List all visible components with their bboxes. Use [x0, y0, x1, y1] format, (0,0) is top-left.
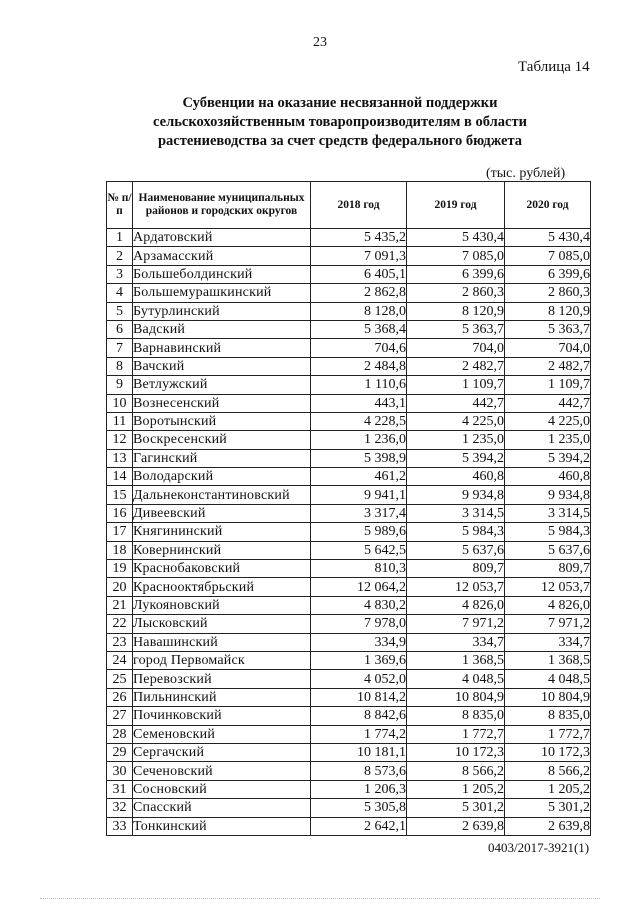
- district-name: Вознесенский: [133, 394, 311, 412]
- value-2019: 5 301,2: [407, 799, 505, 817]
- row-number: 33: [107, 817, 133, 835]
- value-2018: 5 305,8: [311, 799, 407, 817]
- value-2018: 8 573,6: [311, 762, 407, 780]
- value-2020: 2 860,3: [505, 284, 591, 302]
- row-number: 13: [107, 449, 133, 467]
- row-number: 32: [107, 799, 133, 817]
- value-2020: 5 637,6: [505, 541, 591, 559]
- district-name: Варнавинский: [133, 339, 311, 357]
- value-2019: 334,7: [407, 633, 505, 651]
- value-2018: 5 398,9: [311, 449, 407, 467]
- district-name: Починковский: [133, 707, 311, 725]
- district-name: Володарский: [133, 468, 311, 486]
- district-name: Вачский: [133, 357, 311, 375]
- row-number: 7: [107, 339, 133, 357]
- value-2018: 6 405,1: [311, 265, 407, 283]
- value-2018: 10 181,1: [311, 743, 407, 761]
- header-2020: 2020 год: [505, 182, 591, 229]
- value-2019: 7 085,0: [407, 247, 505, 265]
- table-row: [107, 504, 591, 522]
- value-2019: 4 225,0: [407, 412, 505, 430]
- row-number: 23: [107, 633, 133, 651]
- table-row: [107, 578, 591, 596]
- value-2018: 5 642,5: [311, 541, 407, 559]
- district-name: Семеновский: [133, 725, 311, 743]
- header-2018: 2018 год: [311, 182, 407, 229]
- district-name: Ардатовский: [133, 229, 311, 247]
- value-2020: 9 934,8: [505, 486, 591, 504]
- value-2020: 7 971,2: [505, 615, 591, 633]
- value-2020: 12 053,7: [505, 578, 591, 596]
- table-row: [107, 743, 591, 761]
- value-2020: 10 172,3: [505, 743, 591, 761]
- row-number: 11: [107, 412, 133, 430]
- value-2018: 810,3: [311, 560, 407, 578]
- table-row: [107, 302, 591, 320]
- district-name: Бутурлинский: [133, 302, 311, 320]
- value-2018: 4 228,5: [311, 412, 407, 430]
- row-number: 16: [107, 504, 133, 522]
- table-row: [107, 596, 591, 614]
- value-2019: 1 772,7: [407, 725, 505, 743]
- value-2020: 460,8: [505, 468, 591, 486]
- value-2020: 8 566,2: [505, 762, 591, 780]
- value-2019: 5 363,7: [407, 320, 505, 338]
- row-number: 5: [107, 302, 133, 320]
- value-2019: 4 826,0: [407, 596, 505, 614]
- value-2020: 704,0: [505, 339, 591, 357]
- table-row: [107, 431, 591, 449]
- value-2018: 704,6: [311, 339, 407, 357]
- value-2018: 5 989,6: [311, 523, 407, 541]
- district-name: Сергачский: [133, 743, 311, 761]
- value-2020: 7 085,0: [505, 247, 591, 265]
- row-number: 9: [107, 376, 133, 394]
- row-number: 30: [107, 762, 133, 780]
- row-number: 1: [107, 229, 133, 247]
- table-row: [107, 320, 591, 338]
- value-2020: 1 235,0: [505, 431, 591, 449]
- value-2019: 8 835,0: [407, 707, 505, 725]
- district-name: Арзамасский: [133, 247, 311, 265]
- value-2018: 5 435,2: [311, 229, 407, 247]
- value-2020: 442,7: [505, 394, 591, 412]
- title-line: Субвенции на оказание несвязанной поддержки: [182, 95, 498, 111]
- row-number: 25: [107, 670, 133, 688]
- table-label: Таблица 14: [518, 59, 590, 75]
- value-2019: 5 984,3: [407, 523, 505, 541]
- value-2020: 2 482,7: [505, 357, 591, 375]
- row-number: 22: [107, 615, 133, 633]
- table-row: [107, 229, 591, 247]
- district-name: Дальнеконстантиновский: [133, 486, 311, 504]
- value-2020: 1 205,2: [505, 780, 591, 798]
- value-2020: 4 225,0: [505, 412, 591, 430]
- value-2018: 461,2: [311, 468, 407, 486]
- district-name: Гагинский: [133, 449, 311, 467]
- district-name: Ветлужский: [133, 376, 311, 394]
- district-name: Спасский: [133, 799, 311, 817]
- value-2020: 8 835,0: [505, 707, 591, 725]
- value-2018: 2 862,8: [311, 284, 407, 302]
- value-2020: 5 394,2: [505, 449, 591, 467]
- row-number: 28: [107, 725, 133, 743]
- value-2019: 1 109,7: [407, 376, 505, 394]
- table-row: [107, 799, 591, 817]
- row-number: 27: [107, 707, 133, 725]
- row-number: 29: [107, 743, 133, 761]
- value-2019: 460,8: [407, 468, 505, 486]
- row-number: 12: [107, 431, 133, 449]
- title-line: сельскохозяйственным товаропроизводителям в области: [153, 114, 527, 130]
- value-2019: 809,7: [407, 560, 505, 578]
- value-2019: 8 120,9: [407, 302, 505, 320]
- value-2019: 1 205,2: [407, 780, 505, 798]
- header-2019: 2019 год: [407, 182, 505, 229]
- header-row: [107, 182, 591, 229]
- value-2018: 9 941,1: [311, 486, 407, 504]
- table-row: [107, 615, 591, 633]
- value-2018: 7 091,3: [311, 247, 407, 265]
- table-row: [107, 357, 591, 375]
- row-number: 10: [107, 394, 133, 412]
- value-2019: 3 314,5: [407, 504, 505, 522]
- table-row: [107, 651, 591, 669]
- table-row: [107, 523, 591, 541]
- row-number: 15: [107, 486, 133, 504]
- table-row: [107, 339, 591, 357]
- title-line: растениеводства за счет средств федерального бюджета: [157, 133, 523, 149]
- value-2019: 2 482,7: [407, 357, 505, 375]
- table-row: [107, 468, 591, 486]
- table-row: [107, 376, 591, 394]
- value-2019: 7 971,2: [407, 615, 505, 633]
- district-name: Краснооктябрьский: [133, 578, 311, 596]
- document-code: 0403/2017-3921(1): [488, 840, 590, 855]
- table-row: [107, 817, 591, 835]
- district-name: Краснобаковский: [133, 560, 311, 578]
- table-row: [107, 762, 591, 780]
- value-2020: 1 772,7: [505, 725, 591, 743]
- table-row: [107, 247, 591, 265]
- value-2020: 5 301,2: [505, 799, 591, 817]
- value-2019: 6 399,6: [407, 265, 505, 283]
- table-row: [107, 670, 591, 688]
- value-2019: 4 048,5: [407, 670, 505, 688]
- district-name: Княгининский: [133, 523, 311, 541]
- district-name: Воскресенский: [133, 431, 311, 449]
- value-2018: 334,9: [311, 633, 407, 651]
- row-number: 18: [107, 541, 133, 559]
- table-row: [107, 394, 591, 412]
- table-row: [107, 541, 591, 559]
- row-number: 19: [107, 560, 133, 578]
- value-2018: 5 368,4: [311, 320, 407, 338]
- district-name: Тонкинский: [133, 817, 311, 835]
- value-2018: 8 128,0: [311, 302, 407, 320]
- row-number: 8: [107, 357, 133, 375]
- value-2020: 10 804,9: [505, 688, 591, 706]
- value-2019: 5 430,4: [407, 229, 505, 247]
- value-2019: 1 368,5: [407, 651, 505, 669]
- district-name: Сосновский: [133, 780, 311, 798]
- table-row: [107, 486, 591, 504]
- row-number: 3: [107, 265, 133, 283]
- row-number: 26: [107, 688, 133, 706]
- value-2018: 1 774,2: [311, 725, 407, 743]
- header-num: № п/п: [107, 182, 133, 229]
- row-number: 4: [107, 284, 133, 302]
- value-2018: 1 369,6: [311, 651, 407, 669]
- row-number: 24: [107, 651, 133, 669]
- footer-divider: [40, 898, 600, 899]
- value-2020: 2 639,8: [505, 817, 591, 835]
- table-row: [107, 560, 591, 578]
- district-name: Вадский: [133, 320, 311, 338]
- value-2020: 4 048,5: [505, 670, 591, 688]
- units-label: (тыс. рублей): [486, 166, 566, 181]
- value-2018: 12 064,2: [311, 578, 407, 596]
- row-number: 21: [107, 596, 133, 614]
- row-number: 6: [107, 320, 133, 338]
- value-2020: 8 120,9: [505, 302, 591, 320]
- table-row: [107, 449, 591, 467]
- value-2018: 1 206,3: [311, 780, 407, 798]
- value-2018: 2 484,8: [311, 357, 407, 375]
- row-number: 14: [107, 468, 133, 486]
- value-2019: 2 860,3: [407, 284, 505, 302]
- value-2018: 10 814,2: [311, 688, 407, 706]
- value-2019: 10 172,3: [407, 743, 505, 761]
- value-2020: 334,7: [505, 633, 591, 651]
- page-number: 23: [313, 35, 327, 50]
- row-number: 2: [107, 247, 133, 265]
- value-2018: 4 830,2: [311, 596, 407, 614]
- value-2020: 5 430,4: [505, 229, 591, 247]
- value-2020: 5 363,7: [505, 320, 591, 338]
- table-row: [107, 633, 591, 651]
- table-row: [107, 725, 591, 743]
- district-name: Пильнинский: [133, 688, 311, 706]
- value-2019: 1 235,0: [407, 431, 505, 449]
- value-2020: 6 399,6: [505, 265, 591, 283]
- value-2018: 1 236,0: [311, 431, 407, 449]
- district-name: Сеченовский: [133, 762, 311, 780]
- value-2020: 4 826,0: [505, 596, 591, 614]
- value-2019: 8 566,2: [407, 762, 505, 780]
- value-2018: 2 642,1: [311, 817, 407, 835]
- table-row: [107, 265, 591, 283]
- value-2020: 809,7: [505, 560, 591, 578]
- subsidy-table: [106, 181, 591, 836]
- district-name: Дивеевский: [133, 504, 311, 522]
- value-2019: 2 639,8: [407, 817, 505, 835]
- value-2020: 3 314,5: [505, 504, 591, 522]
- row-number: 20: [107, 578, 133, 596]
- table-row: [107, 412, 591, 430]
- table-body: [107, 229, 591, 836]
- district-name: Большеболдинский: [133, 265, 311, 283]
- value-2018: 7 978,0: [311, 615, 407, 633]
- value-2020: 1 109,7: [505, 376, 591, 394]
- table-row: [107, 780, 591, 798]
- value-2019: 5 394,2: [407, 449, 505, 467]
- value-2019: 10 804,9: [407, 688, 505, 706]
- district-name: Ковернинский: [133, 541, 311, 559]
- value-2019: 5 637,6: [407, 541, 505, 559]
- district-name: Лукояновский: [133, 596, 311, 614]
- value-2020: 5 984,3: [505, 523, 591, 541]
- value-2018: 3 317,4: [311, 504, 407, 522]
- district-name: Навашинский: [133, 633, 311, 651]
- value-2018: 4 052,0: [311, 670, 407, 688]
- table-row: [107, 284, 591, 302]
- value-2018: 1 110,6: [311, 376, 407, 394]
- table-row: [107, 707, 591, 725]
- value-2019: 12 053,7: [407, 578, 505, 596]
- table-title: [100, 94, 580, 151]
- value-2018: 443,1: [311, 394, 407, 412]
- district-name: Лысковский: [133, 615, 311, 633]
- value-2019: 704,0: [407, 339, 505, 357]
- district-name: Воротынский: [133, 412, 311, 430]
- value-2019: 442,7: [407, 394, 505, 412]
- district-name: город Первомайск: [133, 651, 311, 669]
- table-row: [107, 688, 591, 706]
- row-number: 17: [107, 523, 133, 541]
- value-2020: 1 368,5: [505, 651, 591, 669]
- district-name: Перевозский: [133, 670, 311, 688]
- value-2018: 8 842,6: [311, 707, 407, 725]
- header-name: Наименование муниципальных районов и городских округов: [133, 182, 311, 229]
- value-2019: 9 934,8: [407, 486, 505, 504]
- row-number: 31: [107, 780, 133, 798]
- district-name: Большемурашкинский: [133, 284, 311, 302]
